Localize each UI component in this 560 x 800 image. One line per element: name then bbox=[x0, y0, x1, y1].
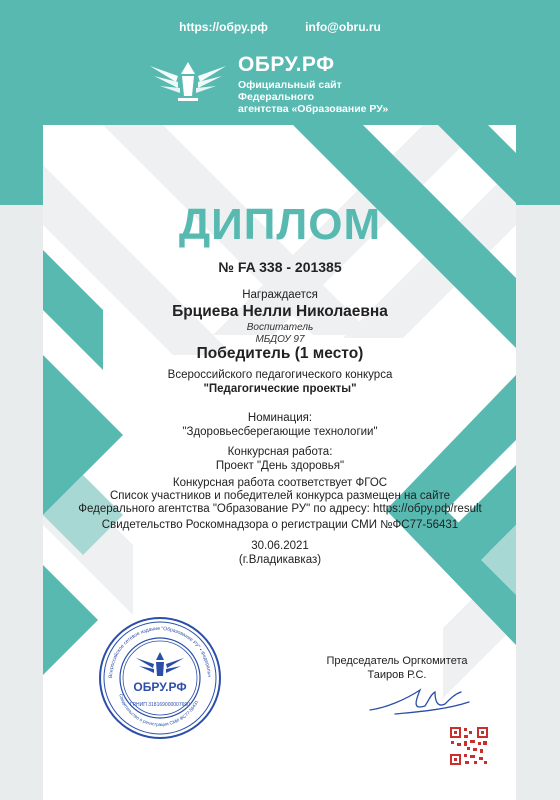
eagle-logo-icon bbox=[148, 52, 228, 104]
recipient-name: Брциева Нелли Николаевна bbox=[172, 303, 388, 320]
brand-block bbox=[148, 52, 448, 115]
issue-date: 30.06.2021 bbox=[251, 540, 309, 552]
seal-grn-text: ГРНИП 318169000007690 bbox=[130, 702, 190, 708]
svg-text:Свидетельство о регистрации СМ bbox=[118, 693, 199, 727]
nomination-value: "Здоровьесберегающие технологии" bbox=[182, 426, 378, 438]
signer-role: Председатель Оргкомитета bbox=[326, 655, 468, 667]
media-registration-line: Свидетельство Роскомнадзора о регистрации СМИ №ФС77-56431 bbox=[101, 519, 459, 531]
brand-name: ОБРУ.РФ bbox=[238, 53, 335, 76]
contest-description: Всероссийского педагогического конкурса bbox=[167, 369, 393, 381]
certificate-title: ДИПЛОМ bbox=[178, 200, 382, 249]
work-label: Конкурсная работа: bbox=[227, 446, 333, 458]
seal-reg-text: Свидетельство о регистрации СМИ ФС77-56431 bbox=[118, 693, 200, 728]
nomination-label: Номинация: bbox=[247, 412, 313, 424]
work-value: Проект "День здоровья" bbox=[215, 460, 345, 472]
recipient-organization: МБДОУ 97 bbox=[255, 334, 305, 345]
contest-name: "Педагогические проекты" bbox=[203, 383, 357, 395]
header-links bbox=[0, 20, 560, 34]
handwritten-signature bbox=[365, 680, 475, 720]
fgos-line: Конкурсная работа соответствует ФГОС bbox=[172, 477, 388, 489]
certificate-number: № FA 338 - 201385 bbox=[218, 259, 342, 275]
awarded-label: Награждается bbox=[242, 289, 318, 301]
brand-subtitle bbox=[238, 79, 408, 115]
brand-subtitle-line1: Официальный сайт Федерального bbox=[238, 79, 342, 103]
qr-code-icon[interactable] bbox=[449, 726, 489, 766]
svg-text:Всероссийское сетевое издание bbox=[98, 616, 212, 678]
site-link[interactable]: https://обру.рф bbox=[179, 20, 268, 34]
seal-center-text: ОБРУ.РФ bbox=[133, 680, 187, 694]
issue-city: (г.Владикавказ) bbox=[238, 554, 322, 566]
official-seal bbox=[98, 616, 222, 740]
award-place: Победитель (1 место) bbox=[196, 345, 364, 362]
signer-name: Таиров Р.С. bbox=[367, 669, 427, 681]
seal-ring-text: Всероссийское сетевое издание "Образование РУ" • Федеральн bbox=[107, 625, 213, 679]
recipient-position: Воспитатель bbox=[246, 322, 314, 333]
signature-block bbox=[322, 654, 472, 682]
results-line: Список участников и победителей конкурса размещен на сайте bbox=[109, 490, 451, 502]
results-url-line: Федерального агентства "Образование РУ" по адресу: https://обру.рф/result bbox=[78, 503, 482, 515]
brand-subtitle-line2: агентства «Образование РУ» bbox=[238, 103, 389, 115]
email-link[interactable]: info@obru.ru bbox=[305, 20, 381, 34]
